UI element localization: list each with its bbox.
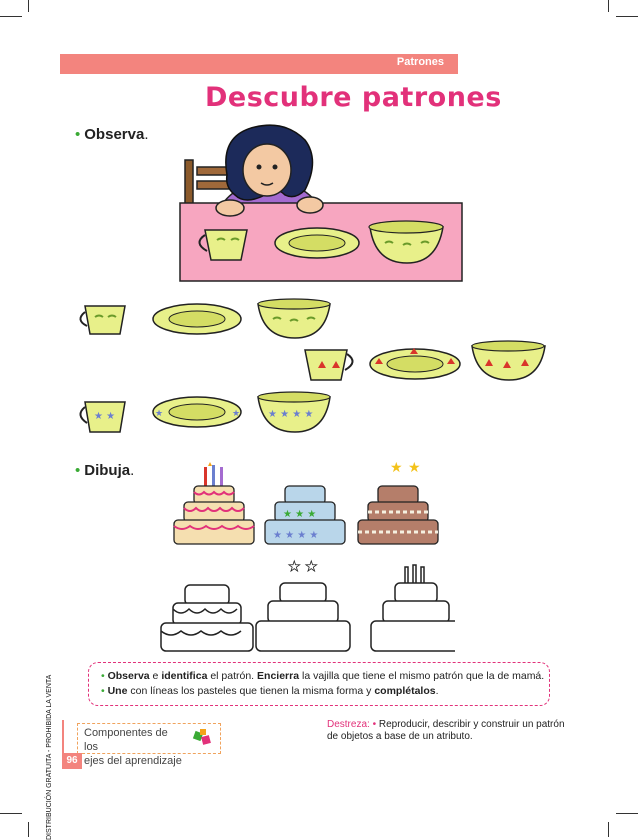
instruction-observe	[75, 126, 148, 143]
dish-row-leaves	[80, 299, 330, 338]
cake-brown	[358, 462, 438, 544]
svg-text:★ ★ ★ ★: ★ ★ ★ ★	[268, 409, 314, 420]
dish-row-triangles	[305, 341, 545, 380]
section-header-bar	[60, 54, 458, 74]
crop-mark	[28, 0, 29, 12]
svg-text:★: ★	[155, 409, 164, 419]
cake-outline-3	[371, 565, 455, 651]
instruction-draw-text: Dibuja	[84, 462, 131, 479]
task-line-2: • Une con líneas los pasteles que tienen la misma forma y complétalos.	[101, 685, 439, 697]
crop-mark	[0, 16, 22, 17]
task-line-1: • Observa e identifica el patrón. Encierra la vajilla que tiene el mismo patrón que la de mamá.	[101, 670, 545, 682]
svg-text:★: ★	[288, 559, 301, 575]
svg-text:★: ★	[232, 409, 241, 419]
puzzle-icon	[192, 728, 214, 748]
instruction-draw	[75, 462, 134, 479]
cake-blue	[265, 486, 345, 544]
skill-text: Reproducir, describir y construir un patrón de objetos a base de un atributo.	[327, 719, 565, 742]
svg-text:★: ★	[408, 462, 421, 476]
girl-at-table-illustration	[175, 115, 465, 285]
period: .	[144, 126, 149, 143]
dish-pattern-rows	[75, 292, 555, 442]
period: .	[130, 462, 135, 479]
section-label: Patrones	[396, 56, 444, 68]
crop-mark	[616, 813, 638, 814]
crop-mark	[616, 16, 638, 17]
components-box	[77, 723, 221, 767]
skill-description: Destreza: • Reproducir, describir y construir un patrón de objetos a base de un atributo.	[327, 719, 565, 742]
dish-row-stars	[80, 392, 330, 432]
distribution-notice: DISTRIBUCIÓN GRATUITA - PROHIBIDA LA VENTA	[46, 674, 53, 840]
instruction-observe-text: Observa	[84, 126, 145, 143]
crop-mark	[0, 813, 22, 814]
page-number: 96	[62, 753, 82, 769]
colored-cakes	[170, 462, 450, 557]
skill-label: Destreza:	[327, 719, 370, 730]
page-title: Descubre patrones	[205, 82, 502, 113]
crop-mark	[608, 0, 609, 12]
svg-text:★ ★ ★ ★: ★ ★ ★ ★	[273, 530, 319, 541]
task-instructions-box	[88, 662, 550, 706]
bullet: •	[75, 126, 81, 143]
svg-text:★: ★	[305, 559, 318, 575]
svg-text:★: ★	[390, 462, 403, 476]
cake-yellow	[174, 462, 254, 544]
svg-text:★ ★ ★: ★ ★ ★	[283, 509, 317, 520]
svg-text:★ ★: ★ ★	[94, 411, 116, 422]
outline-cakes	[155, 555, 455, 660]
crop-mark	[608, 822, 609, 837]
crop-mark	[28, 822, 29, 837]
cake-outline-1	[161, 585, 253, 651]
bullet: •	[75, 462, 81, 479]
cake-outline-2	[256, 559, 350, 651]
components-label: Componentes de los ejes del aprendizaje	[84, 727, 182, 767]
